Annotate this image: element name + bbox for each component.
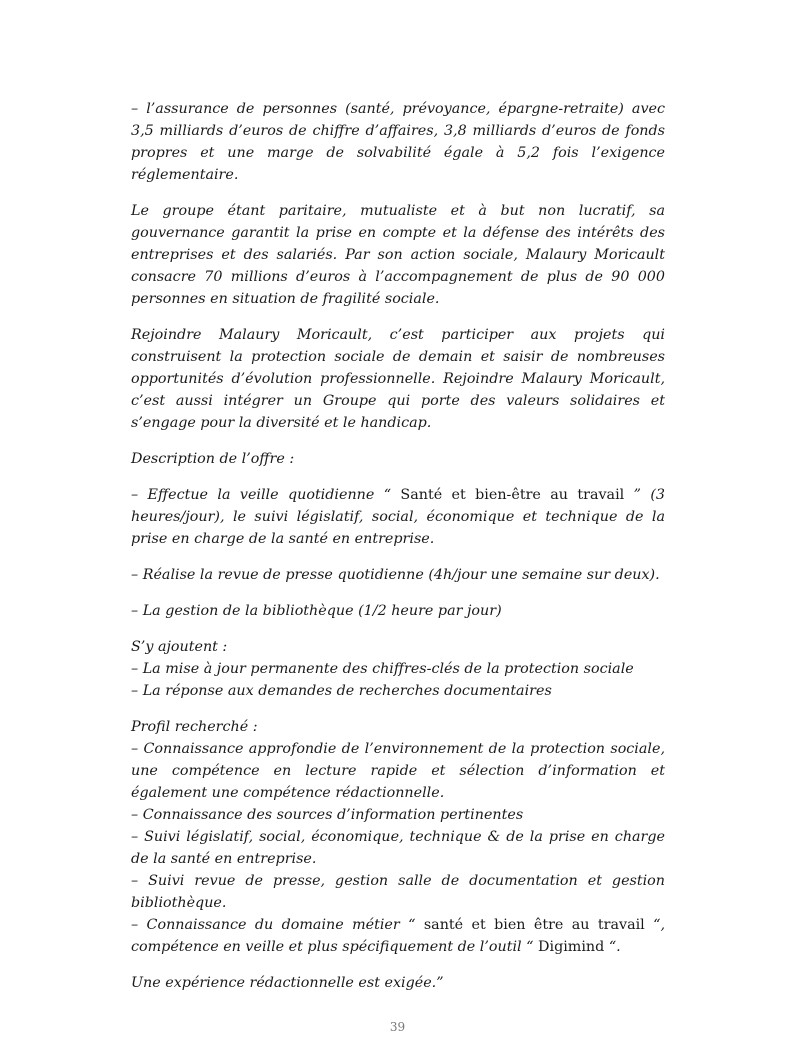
list-item: – La réponse aux demandes de recherches documentaires — [131, 683, 552, 699]
document-body — [131, 98, 665, 994]
list-item: – Suivi revue de presse, gestion salle de documentation et gestion bibliothèque. — [131, 873, 665, 911]
domain-term: santé et bien être au travail — [423, 917, 645, 933]
paragraph-governance: Le groupe étant paritaire, mutualiste et à but non lucratif, sa gouvernance garantit la prise en compte et la défense des intérêts des entreprises et des salariés. Par son action sociale, Malaury Moricault consacre 70 millions d’euros à l’accompagnement de plus de 90 000 personnes en situation de fragilité sociale. — [131, 203, 665, 307]
paragraph-library: – La gestion de la bibliothèque (1/2 heure par jour) — [131, 603, 502, 619]
profile-heading: Profil recherché : — [131, 719, 258, 735]
domain-text-mid: “, compétence en veille et plus spécifiquement de l’outil “ — [131, 917, 665, 955]
watch-duty-text-start: – Effectue la veille quotidienne “ — [131, 487, 401, 503]
list-item: – La mise à jour permanente des chiffres-clés de la protection sociale — [131, 661, 634, 677]
list-item — [131, 914, 665, 958]
watch-duty-term: Santé et bien-être au travail — [400, 487, 625, 503]
list-item: – Connaissance des sources d’information pertinentes — [131, 807, 524, 823]
paragraph-requirement: Une expérience rédactionnelle est exigée.” — [131, 975, 444, 991]
profile-section — [131, 716, 665, 958]
offer-description-heading: Description de l’offre : — [131, 451, 295, 467]
tool-name: Digimind — [538, 939, 605, 955]
list-item: – Suivi législatif, social, économique, technique & de la prise en charge de la santé en entreprise. — [131, 829, 665, 867]
additional-tasks — [131, 636, 665, 702]
watch-duty-text-end: ” (3 heures/jour), le suivi législatif, social, économique et technique de la prise en charge de la santé en entreprise. — [131, 487, 665, 547]
domain-text-start: – Connaissance du domaine métier “ — [131, 917, 424, 933]
paragraph-join: Rejoindre Malaury Moricault, c’est participer aux projets qui construisent la protection sociale de demain et saisir de nombreuses opportunités d’évolution professionnelle. Rejoindre Malaury Moricault, c’est aussi intégrer un Groupe qui porte des valeurs solidaires et s’engage pour la diversité et le handicap. — [131, 327, 665, 431]
domain-text-end: “. — [604, 939, 621, 955]
page-number: 39 — [389, 1020, 406, 1034]
list-item: – Connaissance approfondie de l’environnement de la protection sociale, une compétence en lecture rapide et sélection d’information et également une compétence rédactionnelle. — [131, 741, 665, 801]
additional-tasks-heading: S’y ajoutent : — [131, 639, 228, 655]
paragraph-press-review: – Réalise la revue de presse quotidienne (4h/jour une semaine sur deux). — [131, 567, 660, 583]
paragraph-watch-duty — [131, 484, 665, 550]
paragraph-insurance: – l’assurance de personnes (santé, prévoyance, épargne-retraite) avec 3,5 milliards d’euros de chiffre d’affaires, 3,8 milliards d’euros de fonds propres et une marge de solvabilité égale à 5,2 fois l’exigence réglementaire. — [131, 101, 665, 183]
